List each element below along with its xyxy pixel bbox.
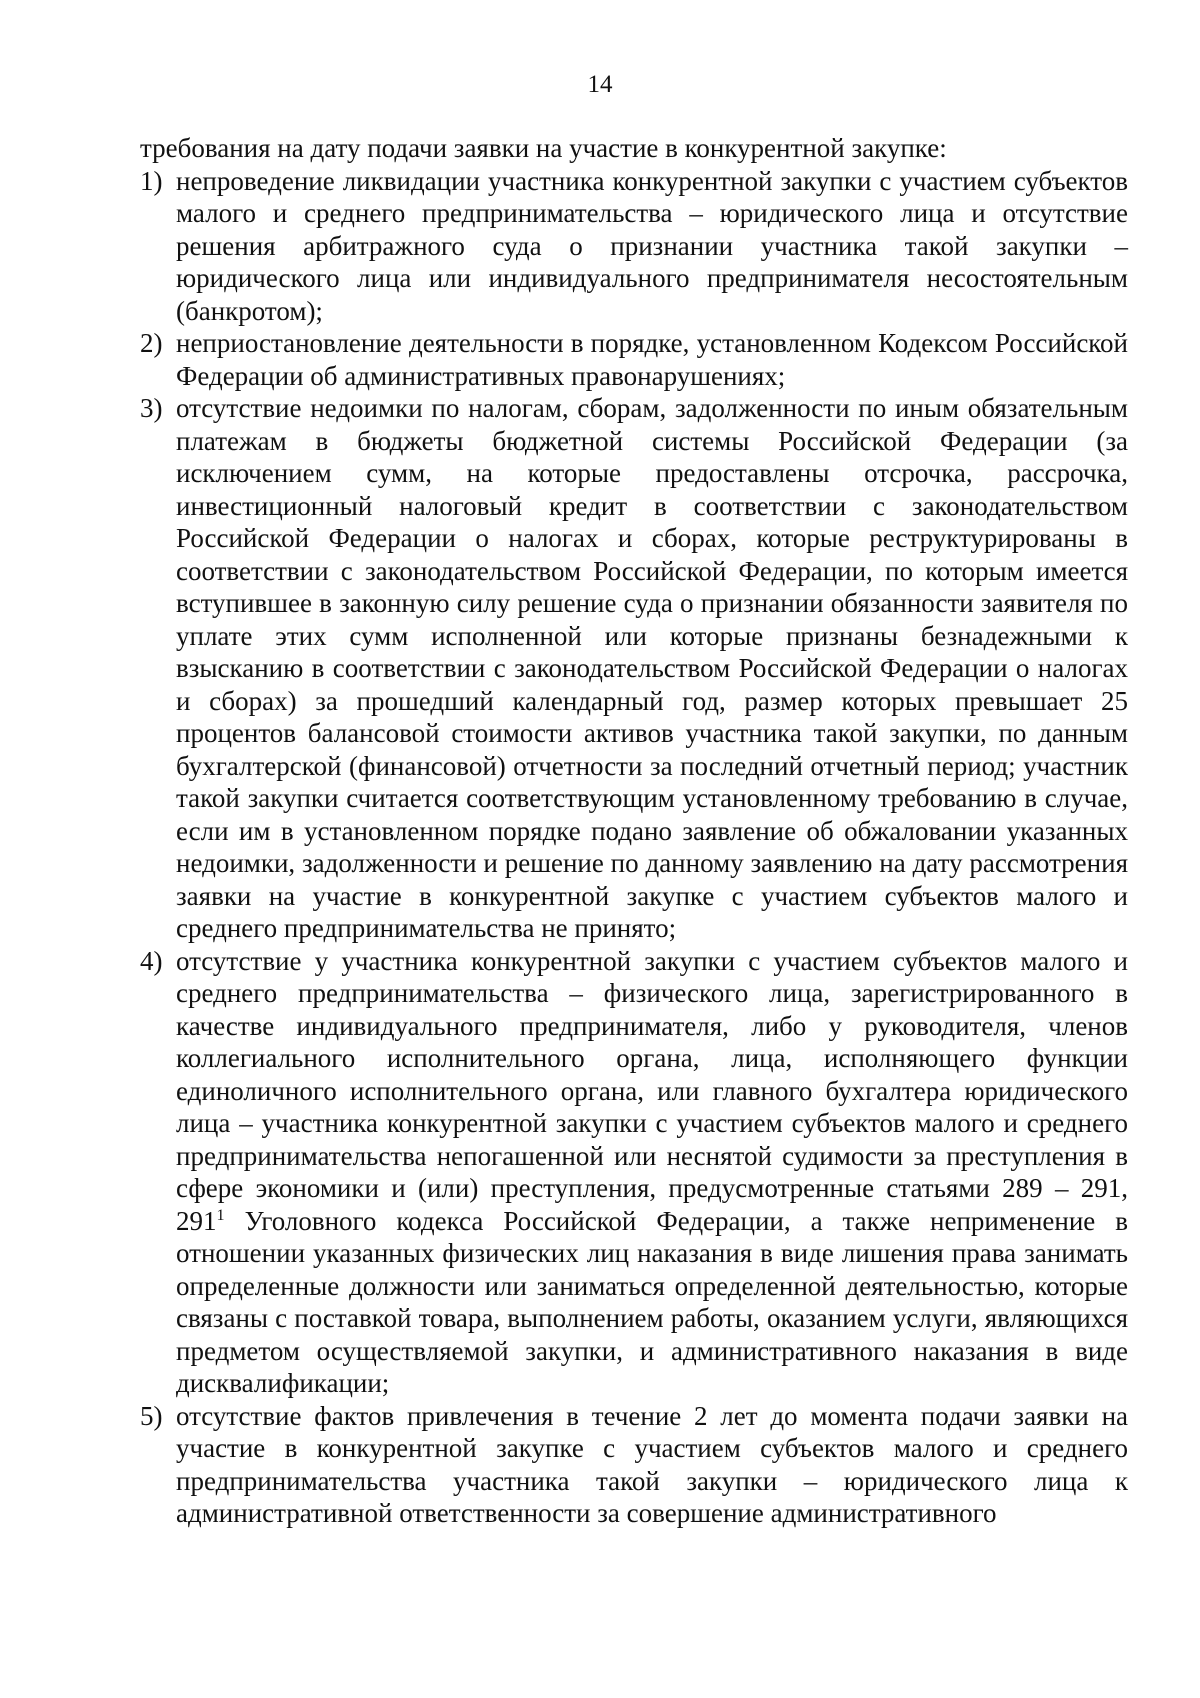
item-number: 4) (140, 945, 163, 976)
list-item (140, 165, 1128, 328)
item-text-part: Уголовного кодекса Российской Федерации, а также неприменение в отношении указанных физических лиц наказания в виде лишения права занимать определенные должности или заниматься определенной деятельностью, которые связаны с поставкой товара, выполнением работы, оказанием услуги, являющихся предметом осуществляемой закупки, и административного наказания в виде дисквалификации; (176, 1205, 1128, 1398)
article-superscript: 1 (216, 1205, 225, 1224)
list-item (140, 392, 1128, 945)
list-item (140, 945, 1128, 1400)
intro-paragraph: требования на дату подачи заявки на участие в конкурентной закупке: (140, 133, 947, 163)
item-number: 2) (140, 328, 163, 358)
item-number: 1) (140, 165, 163, 196)
item-number: 5) (140, 1400, 163, 1431)
item-text-part: отсутствие у участника конкурентной закупки с участием субъектов малого и среднего предпринимательства – физического лица, зарегистрированного в качестве индивидуального предпринимателя, либо у руководителя, членов коллегиального исполнительного органа, лица, исполняющего функции единоличного исполнительного органа, или главного бухгалтера юридического лица – участника конкурентной закупки с участием субъектов малого и среднего предпринимательства непогашенной или неснятой судимости за преступления в сфере экономики и (или) преступления, предусмотренные статьями 289 – 291, 291 (176, 945, 1128, 1236)
page-number: 14 (587, 71, 613, 98)
item-text: отсутствие фактов привлечения в течение 2 лет до момента подачи заявки на участие в конкурентной закупке с участием субъектов малого и среднего предпринимательства участника такой закупки – юридического лица к административной ответственности за совершение административного (176, 1400, 1128, 1528)
item-text: отсутствие недоимки по налогам, сборам, задолженности по иным обязательным платежам в бюджеты бюджетной системы Российской Федерации (за исключением сумм, на которые предоставлены отсрочка, рассрочка, инвестиционный налоговый кредит в соответствии с законодательством Российской Федерации о налогах и сборах, которые реструктурированы в соответствии с законодательством Российской Федерации, по которым имеется вступившее в законную силу решение суда о признании обязанности заявителя по уплате этих сумм исполненной или которые признаны безнадежными к взысканию в соответствии с законодательством Российской Федерации о налогах и сборах) за прошедший календарный год, размер которых превышает 25 процентов балансовой стоимости активов участника такой закупки, по данным бухгалтерской (финансовой) отчетности за последний отчетный период; участник такой закупки считается соответствующим установленному требованию в случае, если им в установленном порядке подано заявление об обжаловании указанных недоимки, задолженности и решение по данному заявлению на дату рассмотрения заявки на участие в конкурентной закупке с участием субъектов малого и среднего предпринимательства не принято; (176, 393, 1128, 943)
item-text: неприостановление деятельности в порядке, установленном Кодексом Российской Федерации об административных правонарушениях; (176, 328, 1128, 391)
item-number: 3) (140, 393, 163, 423)
document-body (140, 132, 1128, 1530)
list-item (140, 327, 1128, 392)
item-text (176, 946, 1128, 1399)
list-item (140, 1400, 1128, 1530)
item-text: непроведение ликвидации участника конкурентной закупки с участием субъектов малого и среднего предпринимательства – юридического лица и отсутствие решения арбитражного суда о признании участника такой закупки – юридического лица или индивидуального предпринимателя несостоятельным (банкротом); (176, 165, 1128, 326)
requirements-list (140, 165, 1128, 1530)
